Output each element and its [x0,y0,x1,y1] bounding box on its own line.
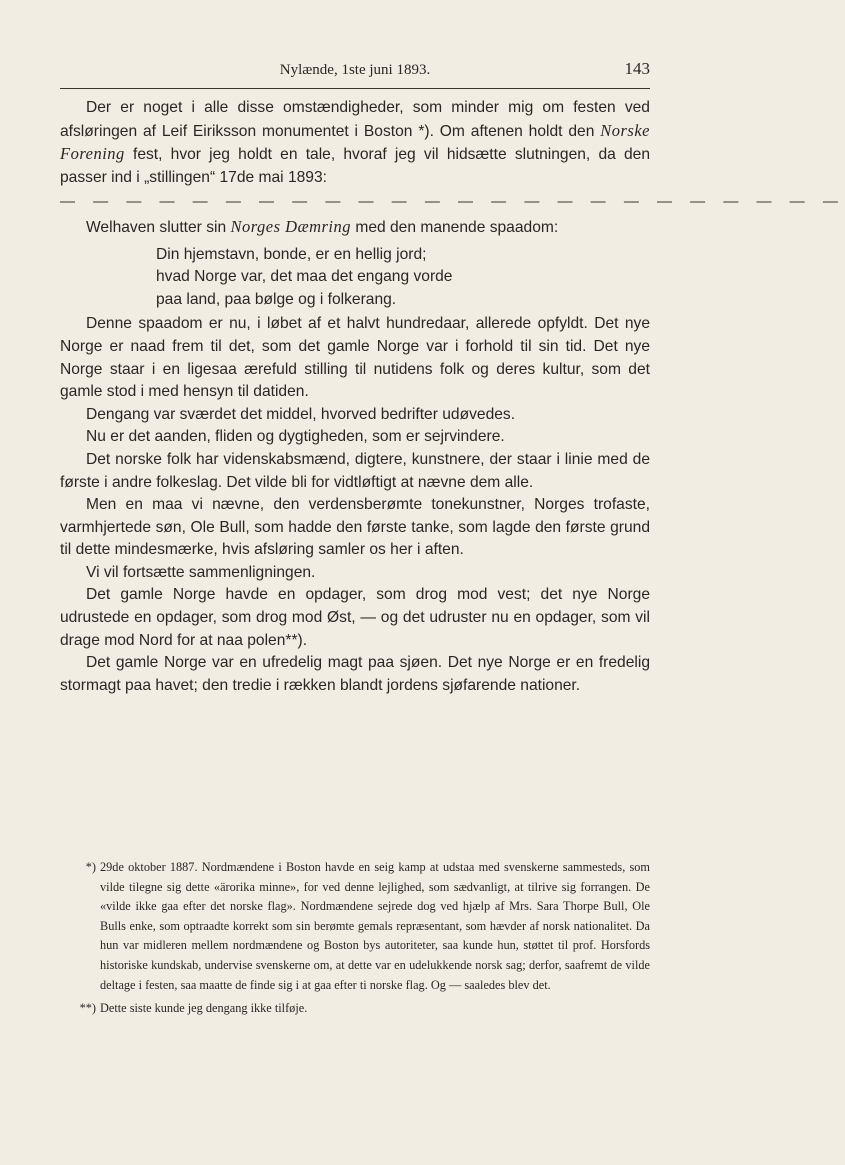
paragraph: Det norske folk har videnskabsmænd, digtere, kunstnere, der staar i linie med de første i andre folkeslag. Det vilde bli for vidtløftigt at nævne dem alle. [60,450,650,491]
text-run: . Om aftenen holdt den [429,122,601,140]
running-title: Nylænde, 1ste juni 1893. [279,62,431,78]
text-run: Welhaven slutter sin [86,218,231,236]
paragraph: Nu er det aanden, fliden og dygtigheden, som er sejrvindere. [86,428,505,446]
footnotes [60,858,650,1019]
emphasis-title: Norske Forening [60,120,650,164]
emphasis-title: Norges Dæmring [230,216,351,236]
text-run: Der er noget i alle disse omstændigheder, som minder mig om festen ved afsløringen af Leif Eiriksson monumentet i Boston [60,99,650,140]
paragraph: Men en maa vi nævne, den verdensberømte tonekunstner, Norges trofaste, varmhjertede søn, Ole Bull, som hadde den første tanke, som lagde den første grund til dette mindesmærke, hvis afsløring samler os her i aften. [60,496,650,559]
page-header [60,58,650,89]
footnote [60,858,650,995]
main-text [60,97,845,697]
footnote-marker: *) [85,860,96,874]
section-divider: — — — — — — — — — — — — — — — — — — — — — — — — [60,193,845,211]
paragraph [60,584,650,652]
footnote-ref: *) [418,122,430,140]
text-run: . [302,631,308,649]
verse-line: hvad Norge var, det maa det engang vorde [156,268,453,286]
paragraph [60,97,650,189]
footnote-marker: **) [79,1001,96,1016]
paragraph: Denne spaadom er nu, i løbet af et halvt hundredaar, allerede opfyldt. Det nye Norge er naad frem til det, som det gamle Norge var i forhold til sin tid. Det nye Norge staar i en ligesaa ærefuld stilling til nutidens folk og deres kultur, som det gamle stod i med hensyn til datiden. [60,315,650,401]
paragraph: Det gamle Norge var en ufredelig magt paa sjøen. Det nye Norge er en fredelig stormagt paa havet; den tredie i rækken blandt jordens sjøfarende nationer. [60,654,650,694]
text-run: med den manende spaadom: [351,218,559,236]
footnote-text: 29de oktober 1887. Nordmændene i Boston havde en seig kamp at udstaa med svenskerne sammesteds, som vilde tilegne sig dette «ärorika minne», for ved denne lejlighed, som sædvanligt, at tilrive sig forrangen. De «vilde ikke gaa efter det norske flag». Nordmændene sejrede dog ved hjælp af Mrs. Sara Thorpe Bull, Ole Bulls enke, som optraadte korrekt som sin berømte gemals repræsentant, som hævder af norsk nationalitet. Da hun var midleren mellem nordmændene og Boston bys autoriteter, saa kunde hun, støttet til prof. Horsfords historiske kundskab, undervise svenskerne om, at dette var en udelukkende norsk sag; derfor, saafremt de vilde deltage i festen, saa maatte de finde sig i at gaa efter ti norske flag. Og — saaledes blev det. [100,860,650,992]
footnote-ref: **) [285,631,303,649]
verse-line: paa land, paa bølge og i folkerang. [156,290,397,308]
paragraph: Vi vil fortsætte sammenligningen. [86,563,316,581]
paragraph [60,216,650,240]
page-number: 143 [624,59,650,78]
text-run: fest, hvor jeg holdt en tale, hvoraf jeg vil hidsætte slutningen, da den passer ind i „stillingen“ 17de mai 1893: [60,146,650,186]
verse-block [60,244,650,312]
footnote-text: Dette siste kunde jeg dengang ikke tilføje. [100,1001,308,1016]
verse-line: Din hjemstavn, bonde, er en hellig jord; [156,245,427,263]
paragraph: Dengang var sværdet det middel, hvorved bedrifter udøvedes. [86,405,516,423]
text-run: Det gamle Norge havde en opdager, som drog mod vest; det nye Norge udrustede en opdager, som drog mod Øst, — og det udruster nu en opdager, som vil drage mod Nord for at naa polen [60,586,650,649]
footnote [60,999,650,1019]
